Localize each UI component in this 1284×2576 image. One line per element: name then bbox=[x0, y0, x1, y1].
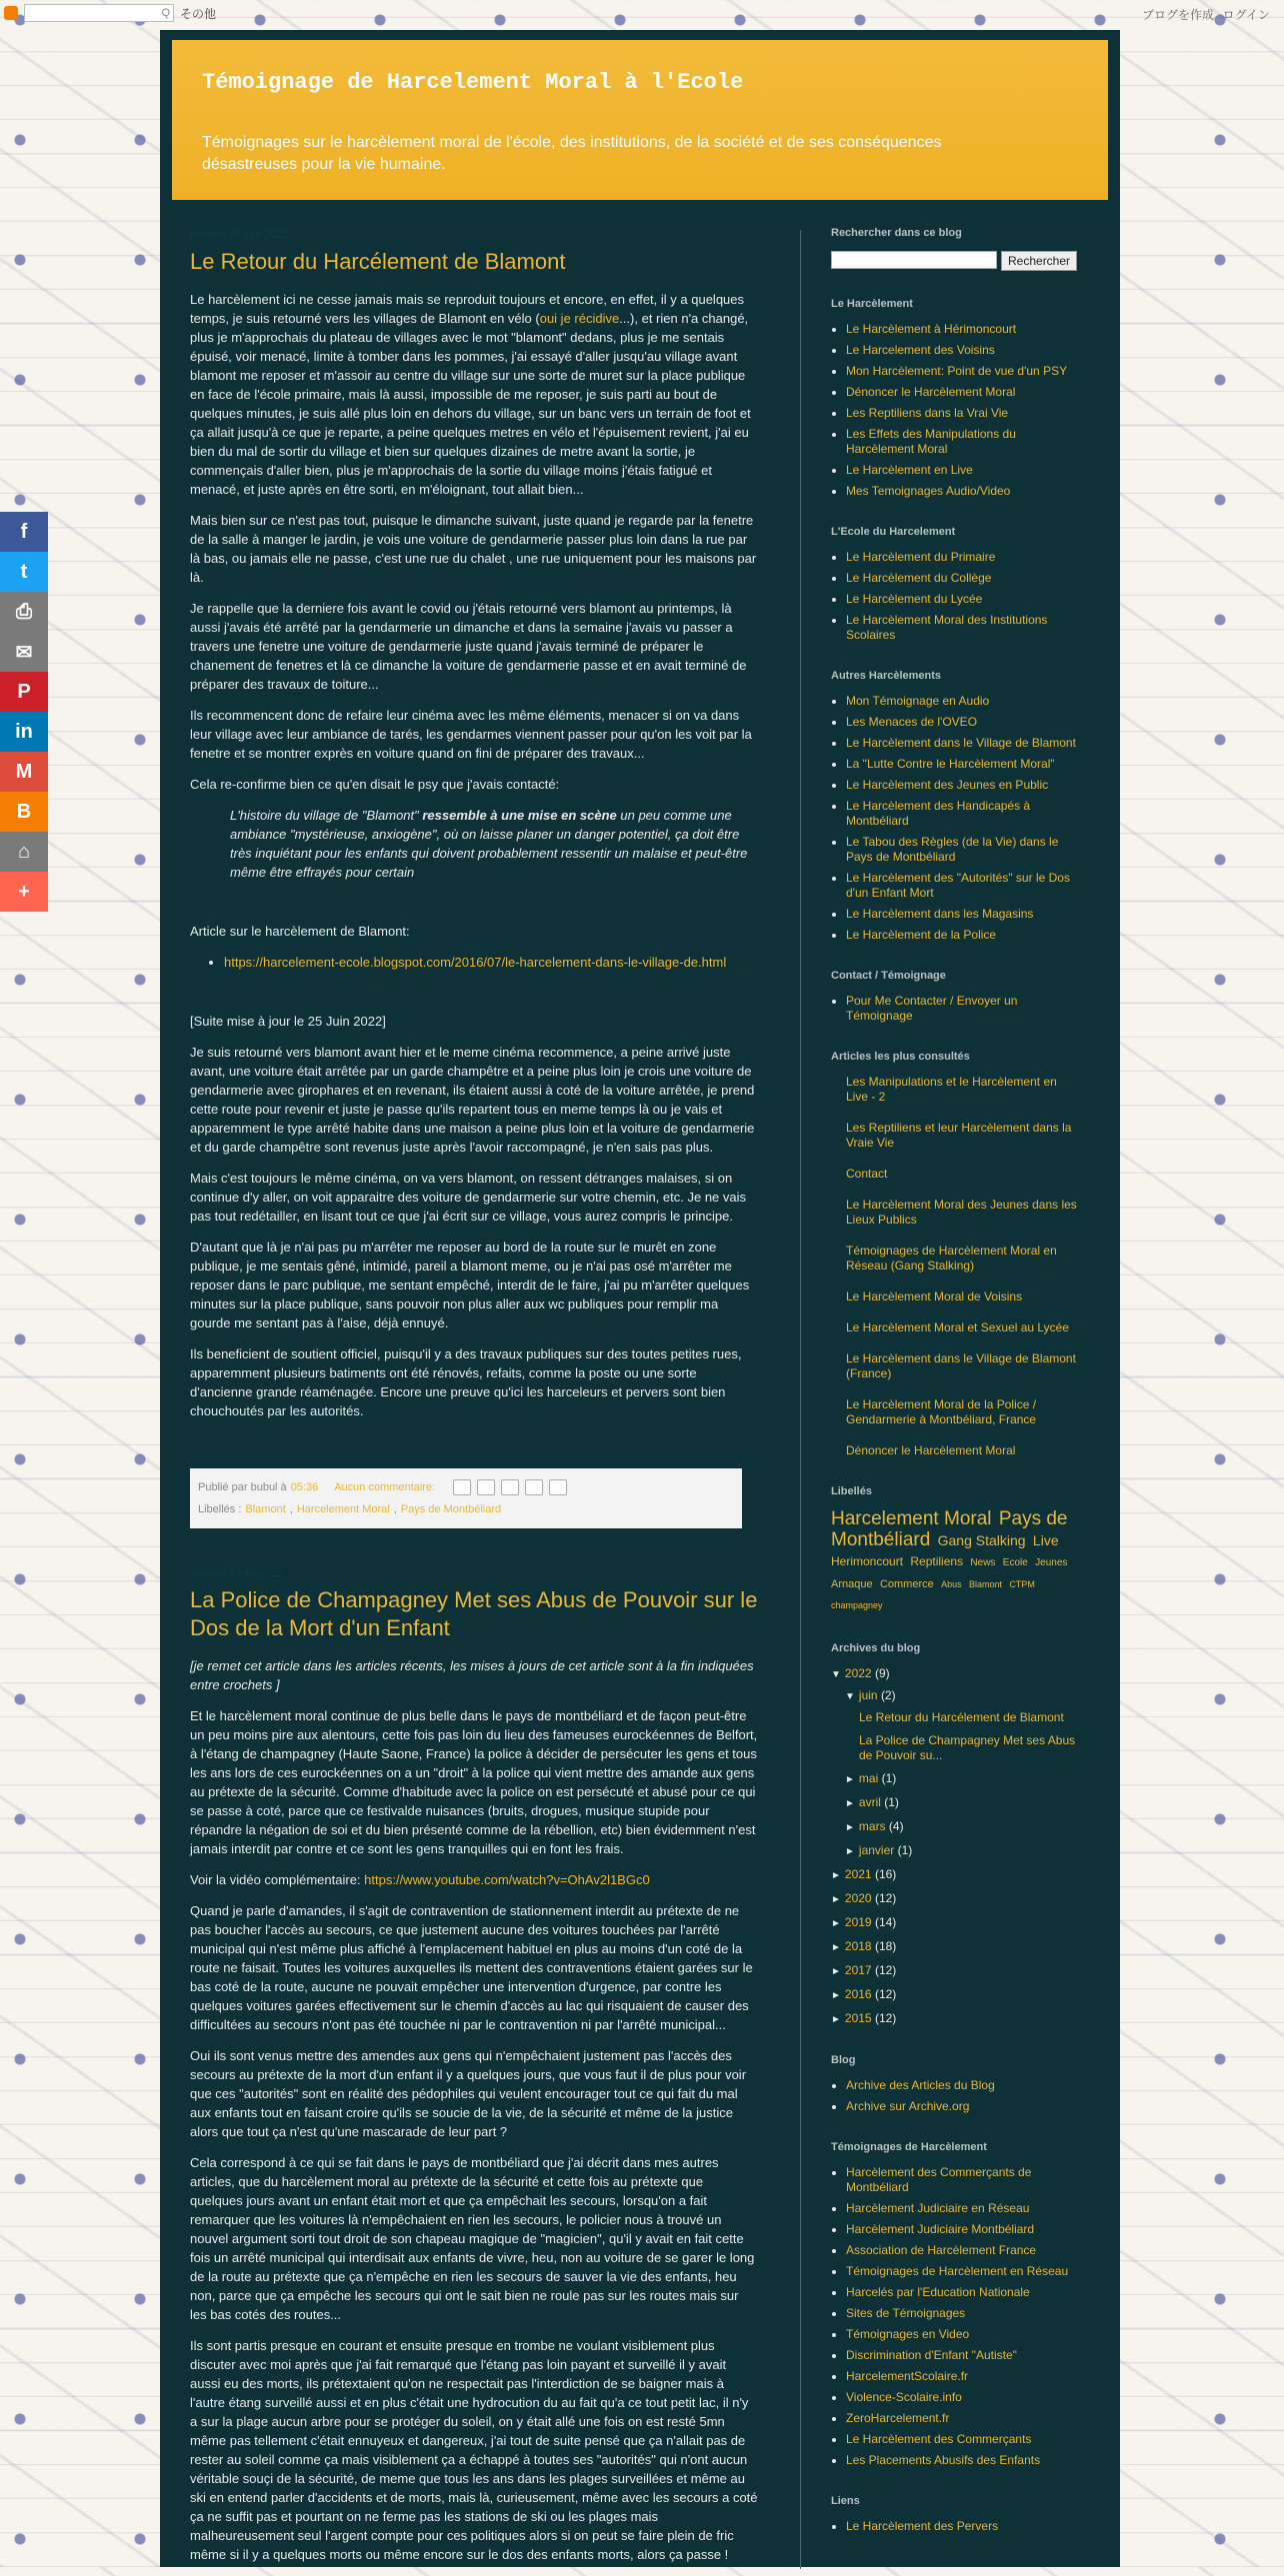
sidebar bbox=[831, 226, 1081, 2560]
blogger-logo-icon[interactable] bbox=[4, 6, 18, 20]
list-item bbox=[846, 871, 1081, 901]
popular-post-link[interactable]: Contact bbox=[846, 1167, 888, 1181]
sidebar-link[interactable]: Le Harcèlement Moral des Institutions Scolaires bbox=[846, 613, 1048, 642]
list-item bbox=[846, 427, 1081, 457]
archive-link[interactable]: avril bbox=[858, 1795, 881, 1809]
sidebar-link[interactable]: Les Reptiliens dans la Vrai Vie bbox=[846, 406, 1009, 420]
navbar-more-link[interactable]: その他 bbox=[180, 6, 217, 21]
expand-triangle-icon[interactable]: ► bbox=[831, 1894, 841, 1905]
labels-widget bbox=[831, 1484, 1081, 1615]
popular-post-item bbox=[846, 1198, 1081, 1228]
list-item bbox=[846, 2327, 1081, 2342]
email-share-icon[interactable] bbox=[453, 1479, 471, 1495]
post-title[interactable]: La Police de Champagney Met ses Abus de Pouvoir sur le Dos de la Mort d'un Enfant bbox=[190, 1587, 758, 1640]
label-cloud-link[interactable]: Herimoncourt bbox=[831, 1554, 904, 1568]
post-update-note: [Suite mise à jour le 25 Juin 2022] bbox=[190, 1014, 386, 1029]
list-item bbox=[846, 736, 1081, 751]
sidebar-link[interactable]: Le Harcèlement de la Police bbox=[846, 928, 997, 942]
list-item bbox=[846, 343, 1081, 358]
list-item bbox=[846, 463, 1081, 478]
popular-post-link[interactable]: Le Harcèlement Moral de Voisins bbox=[846, 1289, 1023, 1303]
archive-row[interactable] bbox=[845, 1795, 1081, 1811]
post-title[interactable]: Le Retour du Harcélement de Blamont bbox=[190, 249, 566, 274]
archive-post-item bbox=[859, 1710, 1081, 1725]
post-quote: L'histoire du village de "Blamont" ressemble à une mise en scène un peu comme une ambiance "mystérieuse, anxiogène", où on laisse planer un danger potentiel, ça doit être très inquiétant pour les enfants qui doivent probablement ressentir un malaise et peut-être même être effrayés pour certain bbox=[230, 808, 748, 880]
popular-post-item bbox=[846, 1443, 1081, 1458]
list-item bbox=[846, 2369, 1081, 2384]
blogger-navbar bbox=[0, 0, 1284, 30]
sidebar-link[interactable]: ZeroHarcelement.fr bbox=[846, 2411, 950, 2425]
sidebar-link[interactable]: Le Harcèlement des "Autorités" sur le Dos d'un Enfant Mort bbox=[846, 871, 1070, 900]
linkedin-icon[interactable]: in bbox=[0, 712, 48, 752]
archive-link[interactable]: janvier bbox=[858, 1843, 895, 1857]
post-author: Publié par bubul à bbox=[198, 1480, 287, 1493]
sidebar-link[interactable]: Dénoncer le Harcèlement Moral bbox=[846, 385, 1016, 399]
archive-count: (1) bbox=[878, 1771, 897, 1785]
post-timestamp-link[interactable]: 05:36 bbox=[290, 1480, 319, 1493]
sidebar-link[interactable]: Le Harcèlement des Pervers bbox=[846, 2519, 999, 2533]
sidebar-link[interactable]: Le Harcèlement à Hérimoncourt bbox=[846, 322, 1017, 336]
label-cloud-link[interactable]: CTPM bbox=[1009, 1579, 1035, 1589]
archive-count: (12) bbox=[871, 1987, 897, 2001]
facebook-share-icon[interactable] bbox=[525, 1479, 543, 1495]
popular-post-item bbox=[846, 1351, 1081, 1381]
sidebar-link[interactable]: Discrimination d'Enfant "Autiste" bbox=[846, 2348, 1017, 2362]
list-item bbox=[846, 2348, 1081, 2363]
sidebar-link[interactable]: Harcèlement Judiciaire Montbéliard bbox=[846, 2222, 1035, 2236]
archive-link[interactable]: 2020 bbox=[844, 1891, 872, 1905]
sidebar-link[interactable]: Le Harcèlement dans les Magasins bbox=[846, 907, 1034, 921]
post-paragraph: Le harcèlement ici ne cesse jamais mais se reproduit toujours et encore, en effet, il y a quelques temps, je suis retourné vers les villages de Blamont en vélo (oui je récidive...), et rien n'a changé, plus je m'approchais du plateau de villages avec le mot "blamont" dedans, plus je me sentais épuisé, voir menacé, limite à tomber dans les pommes, j'ai essayé d'aller jusqu'au village avant blamont me reposer et m'assoir au centre du village sur une sorte de muret sur la place publique en face de l'école primaire, mais là aussi, impossible de me reposer, je suis parti au bout de quelques minutes, je suis allé plus loin en dehors du village, sur un banc vers un terrain de foot et ça allait jusqu'à ce que je reparte, a peine quelques metres en vélo et l'épuisement revient, j'ai eu bien du mal de sortir du village et bien sur quelques dizaines de metre avant la sortie, je commençais d'aller bien, plus je m'approchais de la sortie du village moins j'étais fatigué et menacé, et juste après en être sorti, en m'éloignant, tout allait bien... bbox=[190, 292, 751, 497]
widget-title: Archives du blog bbox=[831, 1642, 921, 1654]
sidebar-link[interactable]: Le Harcèlement du Collège bbox=[846, 571, 992, 585]
list-item bbox=[846, 484, 1081, 499]
sidebar-link[interactable]: Témoignages de Harcèlement en Réseau bbox=[846, 2264, 1069, 2278]
popular-post-link[interactable]: Le Harcèlement dans le Village de Blamont (France) bbox=[846, 1351, 1076, 1380]
archive-row[interactable] bbox=[831, 1915, 1081, 1931]
sidebar-link[interactable]: Archive des Articles du Blog bbox=[846, 2078, 995, 2092]
widget-title: Autres Harcèlements bbox=[831, 670, 942, 682]
blog-container bbox=[160, 30, 1120, 2567]
popular-post-link[interactable]: Dénoncer le Harcèlement Moral bbox=[846, 1443, 1016, 1457]
post-comments-link[interactable]: Aucun commentaire: bbox=[334, 1480, 436, 1493]
sidebar-link[interactable]: Le Harcèlement en Live bbox=[846, 463, 973, 477]
popular-post-item bbox=[846, 1121, 1081, 1151]
widget-title: Libellés bbox=[831, 1485, 872, 1497]
sidebar-link[interactable]: Les Effets des Manipulations du Harcèlement Moral bbox=[846, 427, 1016, 456]
navbar-left bbox=[4, 4, 216, 22]
list-item bbox=[846, 757, 1081, 772]
search-widget bbox=[831, 226, 1081, 271]
video-link[interactable]: https://www.youtube.com/watch?v=OhAv2l1BGc0 bbox=[364, 1872, 650, 1887]
archive-link[interactable]: mai bbox=[858, 1771, 879, 1785]
list-item bbox=[846, 2165, 1081, 2195]
list-item bbox=[846, 571, 1081, 586]
archive-link[interactable]: 2016 bbox=[844, 1987, 872, 2001]
sidebar-link[interactable]: Harcèlement des Commerçants de Montbéliard bbox=[846, 2165, 1032, 2194]
sidebar-link[interactable]: HarcelementScolaire.fr bbox=[846, 2369, 969, 2383]
post-paragraph: D'autant que là je n'ai pas pu m'arrêter me reposer au bord de la route sur le murêt en zone publique, je me sentais gêné, intimidé, pareil a blamont meme, ou je n'ai pas osé m'arrêter me reposer dans le parc publique, me sentant empêché, interdit de le faire, j'ai pu m'arrêter quelques minutes sur la place publique, sans pouvoir non plus aller aux wc publiques pour remplir ma gourde me sentant pas à l'aise, déjà ennuyé. bbox=[190, 1240, 750, 1330]
expand-triangle-icon[interactable]: ► bbox=[831, 1990, 841, 2001]
list-item bbox=[846, 2411, 1081, 2426]
popular-post-link[interactable]: Le Harcèlement Moral de la Police / Gendarmerie à Montbéliard, France bbox=[846, 1397, 1037, 1426]
sidebar-link[interactable]: Le Harcèlement des Handicapés à Montbéliard bbox=[846, 799, 1031, 828]
archive-row[interactable] bbox=[845, 1771, 1081, 1787]
sidebar-link[interactable]: Le Harcèlement dans le Village de Blamont bbox=[846, 736, 1076, 750]
list-item bbox=[846, 715, 1081, 730]
harcelement-widget bbox=[831, 297, 1081, 499]
collapse-triangle-icon[interactable]: ▼ bbox=[831, 1669, 841, 1680]
expand-triangle-icon[interactable]: ► bbox=[831, 2014, 841, 2025]
facebook-icon[interactable]: f bbox=[0, 512, 48, 552]
blog-title[interactable]: Témoignage de Harcelement Moral à l'Ecole bbox=[202, 70, 744, 95]
column-divider bbox=[800, 230, 801, 2569]
list-item bbox=[846, 2519, 1081, 2534]
list-item bbox=[846, 613, 1081, 643]
archive-row[interactable] bbox=[831, 1939, 1081, 1955]
expand-triangle-icon[interactable]: ► bbox=[831, 1942, 841, 1953]
popular-post-link[interactable]: Le Harcèlement Moral des Jeunes dans les Lieux Publics bbox=[846, 1198, 1077, 1227]
list-item bbox=[846, 928, 1081, 943]
popular-post-item bbox=[846, 1397, 1081, 1427]
blog-share-icon[interactable] bbox=[477, 1479, 495, 1495]
archive-link[interactable]: 2018 bbox=[844, 1939, 872, 1953]
archive-year-item[interactable]: ▼ 2022 (9) ▼ juin (2) Le Retour du Harcélement de Blamont La Police de Champagney Met ses Abus de Pouvoir su... ► mai (1) ► avril (1) ► mars (4) ► janvier (1) bbox=[831, 1666, 1081, 1859]
post-link-list bbox=[190, 953, 758, 972]
archive-row[interactable] bbox=[831, 1987, 1081, 2003]
list-item bbox=[846, 994, 1081, 1024]
post-intro: [je remet cet article dans les articles récents, les mises à jours de cet article sont à la fin indiquées entre crochets ] bbox=[190, 1658, 754, 1692]
archive-row[interactable] bbox=[831, 2011, 1081, 2027]
post-footer: Publié par bubul à 05:36 Aucun commentaire: Libellés : Blamont , Harcelement Moral , Pays de Montbéliard bbox=[190, 1468, 742, 1528]
contact-widget bbox=[831, 969, 1081, 1024]
liens-widget bbox=[831, 2494, 1081, 2534]
contact-link[interactable]: Pour Me Contacter / Envoyer un Témoignage bbox=[846, 994, 1018, 1023]
main-column bbox=[190, 226, 758, 2576]
more-icon[interactable]: + bbox=[0, 872, 48, 912]
archive-row[interactable] bbox=[831, 1963, 1081, 1979]
blog-widget bbox=[831, 2053, 1081, 2114]
inbox-icon[interactable]: ⌂ bbox=[0, 832, 48, 872]
sidebar-link[interactable]: Mon Témoignage en Audio bbox=[846, 694, 990, 708]
archive-count: (4) bbox=[885, 1819, 904, 1833]
label-cloud-link[interactable]: Live bbox=[1032, 1532, 1059, 1548]
archive-month-item[interactable]: ▼ juin (2) Le Retour du Harcélement de Blamont La Police de Champagney Met ses Abus de Pouvoir su... bbox=[845, 1688, 1081, 1763]
sidebar-link[interactable]: Les Placements Abusifs des Enfants bbox=[846, 2453, 1041, 2467]
list-item bbox=[846, 2264, 1081, 2279]
list-item bbox=[846, 2243, 1081, 2258]
gmail-icon[interactable]: M bbox=[0, 752, 48, 792]
search-icon[interactable]: Q bbox=[161, 7, 170, 19]
post-paragraph: Ils beneficient de soutient officiel, puisqu'il y a des travaux publiques sur des toutes petites rues, apparemment plusieurs batiments ont été rénovés, refaits, comme la poste ou une sorte d'ancienne grande réaménagée. Encore une preuve qu'ici les harceleurs et pervers sont bien chouchoutés par les autorités. bbox=[190, 1346, 742, 1418]
sidebar-link[interactable]: Le Tabou des Règles (de la Vie) dans le Pays de Montbéliard bbox=[846, 835, 1059, 864]
widget-title: L'Ecole du Harcelement bbox=[831, 526, 956, 538]
archive-link[interactable]: 2015 bbox=[844, 2011, 872, 2025]
create-blog-link[interactable]: ブログを作成 bbox=[1141, 8, 1214, 22]
label-cloud-link[interactable]: Reptiliens bbox=[910, 1554, 964, 1568]
email-icon[interactable]: ✉ bbox=[0, 632, 48, 672]
pinterest-share-icon[interactable] bbox=[549, 1479, 567, 1495]
sidebar-link[interactable]: Sites de Témoignages bbox=[846, 2306, 966, 2320]
archive-post-link[interactable]: La Police de Champagney Met ses Abus de Pouvoir su... bbox=[859, 1733, 1076, 1762]
archive-row[interactable] bbox=[831, 1867, 1081, 1883]
post-paragraph: Je rappelle que la derniere fois avant le covid ou j'étais retourné vers blamont au printemps, là aussi j'avais été arrêté par la gendarmerie un dimanche et dans la semaine j'avais vu passer a travers une fenetre une voiture de gendarmerie juste quand j'avais terminé de préparer le chanement de fenetres et là ce dimanche la voiture de gendarmerie passe et en avait terminé de préparer des travaux de toiture... bbox=[190, 601, 747, 692]
login-link[interactable]: ログイン bbox=[1222, 8, 1270, 22]
post-paragraph: Article sur le harcèlement de Blamont: bbox=[190, 924, 410, 939]
popular-post-link[interactable]: Les Reptiliens et leur Harcèlement dans la Vraie Vie bbox=[846, 1121, 1072, 1150]
post-date: samedi 4 juin 2022 bbox=[190, 1567, 283, 1579]
list-item bbox=[846, 592, 1081, 607]
label-cloud-link[interactable]: Jeunes bbox=[1035, 1557, 1068, 1568]
blogger-icon[interactable]: B bbox=[0, 792, 48, 832]
archive-count: (18) bbox=[871, 1939, 897, 1953]
post-inline-link[interactable]: oui je récidive bbox=[539, 311, 620, 326]
list-item bbox=[846, 835, 1081, 865]
archive-link[interactable]: 2021 bbox=[844, 1867, 872, 1881]
blog-search-button[interactable]: Rechercher bbox=[1001, 251, 1077, 271]
blog-search-input[interactable] bbox=[831, 251, 997, 269]
label-cloud-link[interactable]: Harcelement Moral bbox=[831, 1508, 992, 1529]
ecole-widget bbox=[831, 525, 1081, 643]
social-share-bar bbox=[0, 512, 48, 912]
sidebar-link[interactable]: Mes Temoignages Audio/Video bbox=[846, 484, 1011, 498]
label-cloud-link[interactable]: Arnaque bbox=[831, 1578, 873, 1590]
sidebar-link[interactable]: La "Lutte Contre le Harcèlement Moral" bbox=[846, 757, 1055, 771]
archive-row[interactable] bbox=[845, 1843, 1081, 1859]
list-item bbox=[846, 385, 1081, 400]
popular-post-item bbox=[846, 1075, 1081, 1105]
list-item bbox=[846, 778, 1081, 793]
post-paragraph: Ils sont partis presque en courant et ensuite presque en trombe ne voulant visiblement plus discuter avec moi après que j'ai fait remarqué que l'étang pas loin payant et surveillé il y avait aussi eu des morts, ils prétextaient qu'on ne respectait pas l'interdiction de se baigner mais à l'autre étang surveillé aussi et en plus c'était une hydrocution du au fait qu'a ce tout petit lac, il n'y a sur la plage aucun arbre pour se protéger du soleil, on y était allé une fois on est resté 5mn même pas tellement c'était ennuyeux et dangereux, j'ai tout de suite pensé que ça n'allait pas de rester au soleil comme ça mais visiblement ça a échappé à toutes ses "autorités" qui n'ont aucun véritable souçi de la sécurité, de meme que tous les ans dans les plages surveillées et même au ski en entend parler d'accidents et de morts, mais là, curieusement, même avec les secours a coté ça ne suffit pas et pourtant on ne ferme pas les stations de ski ou les plages mais malheureusement seul l'argent compte pour ces politiques alors si on peut se faire plein de fric même si il y a quelques morts ou même encore sur le dos des enfants morts, alors ça passe ! bbox=[190, 2338, 758, 2562]
archive-link[interactable]: 2019 bbox=[844, 1915, 872, 1929]
post-paragraph: Je suis retourné vers blamont avant hier et le meme cinéma recommence, a peine arrivé juste avant, une voiture était arrêtée par un garde champêtre et a peine plus loin je crois une voiture de gendarmerie avec girophares et en revenant, ils étaient aussi à coté de la voiture arrêtée, je prend cette route pour revenir et juste je passe qu'ils repartent tous en meme temps là ou je vais et apparemment le type arrêté habite dans une maison a peine plus loin et la voiture de gendarmerie et du garde champêtre sont revenus juste après l'avoir raccompagné, je n'en sais pas plus. bbox=[190, 1045, 755, 1155]
sidebar-link[interactable]: Harcelés par l'Education Nationale bbox=[846, 2285, 1030, 2299]
widget-title: Témoignages de Harcèlement bbox=[831, 2141, 987, 2153]
twitter-icon[interactable]: t bbox=[0, 552, 48, 592]
archive-count: (1) bbox=[894, 1843, 913, 1857]
archive-link[interactable]: 2017 bbox=[844, 1963, 872, 1977]
label-cloud-link[interactable]: Gang Stalking bbox=[937, 1532, 1026, 1548]
list-item bbox=[846, 364, 1081, 379]
expand-triangle-icon[interactable]: ► bbox=[845, 1846, 855, 1857]
sidebar-link[interactable]: Le Harcèlement des Jeunes en Public bbox=[846, 778, 1049, 792]
widget-title: Liens bbox=[831, 2495, 860, 2507]
list-item bbox=[846, 799, 1081, 829]
pinterest-icon[interactable]: P bbox=[0, 672, 48, 712]
print-icon[interactable]: ⎙ bbox=[0, 592, 48, 632]
expand-triangle-icon[interactable]: ► bbox=[845, 1822, 855, 1833]
label-cloud-link[interactable]: Pays de Montbéliard bbox=[831, 1508, 1068, 1550]
label-cloud-link[interactable]: Blamont bbox=[968, 1579, 1002, 1589]
archive-count: (16) bbox=[871, 1867, 897, 1881]
widget-title: Rechercher dans ce blog bbox=[831, 227, 962, 239]
blog-header bbox=[172, 40, 1108, 200]
archive-count: (12) bbox=[871, 2011, 897, 2025]
sidebar-link[interactable]: Violence-Scolaire.info bbox=[846, 2390, 962, 2404]
expand-triangle-icon[interactable]: ► bbox=[831, 1966, 841, 1977]
popular-post-item bbox=[846, 1289, 1081, 1304]
temoignages-widget bbox=[831, 2140, 1081, 2468]
sidebar-link[interactable]: Le Harcelement des Voisins bbox=[846, 343, 995, 357]
sidebar-link[interactable]: Les Menaces de l'OVEO bbox=[846, 715, 978, 729]
post-label-link[interactable]: Blamont bbox=[245, 1502, 286, 1515]
list-item bbox=[846, 2201, 1081, 2216]
popular-posts-widget bbox=[831, 1050, 1081, 1458]
list-item bbox=[846, 2078, 1081, 2093]
archive-count: (12) bbox=[871, 1891, 897, 1905]
expand-triangle-icon[interactable]: ► bbox=[831, 1870, 841, 1881]
popular-post-item bbox=[846, 1244, 1081, 1274]
list-item bbox=[846, 907, 1081, 922]
popular-post-link[interactable]: Le Harcèlement Moral et Sexuel au Lycée bbox=[846, 1320, 1070, 1334]
label-cloud-link[interactable]: News bbox=[970, 1557, 996, 1568]
sidebar-link[interactable]: Association de Harcèlement France bbox=[846, 2243, 1037, 2257]
list-item bbox=[846, 694, 1081, 709]
navbar-search-input[interactable] bbox=[24, 4, 174, 22]
sidebar-link[interactable]: Le Harcèlement des Commerçants bbox=[846, 2432, 1032, 2446]
twitter-share-icon[interactable] bbox=[501, 1479, 519, 1495]
popular-post-link[interactable]: Les Manipulations et le Harcèlement en Live - 2 bbox=[846, 1075, 1057, 1104]
post-paragraph: Et le harcèlement moral continue de plus belle dans le pays de montbéliard et de façon peut-être un peu moins pire aux alentours, cette fois pas loin du lieu des fameuses eurockéennes de Belfort, à l'étang de champagney (Haute Saone, France) la police à décider de persécuter les gens et tous les ans lors de ces eurockéennes on a un "droit" à la police qui vient mettre des amande aux gens au prétexte de la sécurité. Comme d'habitude avec la police on est persécuté et abusé pour ce qui se passe à coté, parce que ce festivalde nuisances (bruits, drogues, musique stupide pour répandre la négation de soi et du bien présenté comme de la rébellion, etc) bien évidemment n'est jamais interdit par contre et ce sont les gens tranquilles qui en font les frais. bbox=[190, 1708, 758, 1856]
archive-link[interactable]: mars bbox=[858, 1819, 886, 1833]
list-item bbox=[846, 2285, 1081, 2300]
list-item bbox=[846, 2432, 1081, 2447]
post-paragraph: Quand je parle d'amandes, il s'agit de contravention de stationnement interdit au prétexte de ne pas boucher l'accès au secours, ce que justement aucune des voitures touchées par l'arrêté municipal qui n'est même plus affiché à l'emplacement habituel en plus au moins d'un coté de la route ne faisait. Toutes les voitures auxquelles ils mettent des contraventions étaient garées sur le bas coté de la route, aucune ne pouvait empêcher une intervention d'urgence, par contre les quelques voitures garées effectivement sur le chemin d'accès au lac qui risquaient de causer des difficultées au secours n'ont pas été touchée ni par le contravention ni par l'arrêté municipal... bbox=[190, 1903, 753, 2032]
post-label-link[interactable]: Pays de Montbéliard bbox=[400, 1502, 502, 1515]
expand-triangle-icon[interactable]: ► bbox=[845, 1774, 855, 1785]
list-item bbox=[846, 406, 1081, 421]
label-cloud-link[interactable]: champagney bbox=[831, 1600, 883, 1610]
sidebar-link[interactable]: Le Harcèlement du Lycée bbox=[846, 592, 983, 606]
collapse-triangle-icon[interactable]: ▼ bbox=[845, 1691, 855, 1702]
sidebar-link[interactable]: Témoignages en Video bbox=[846, 2327, 970, 2341]
list-item bbox=[846, 2390, 1081, 2405]
widget-title: Le Harcèlement bbox=[831, 298, 913, 310]
popular-post-item bbox=[846, 1167, 1081, 1182]
list-item bbox=[846, 550, 1081, 565]
sidebar-link[interactable]: Le Harcèlement du Primaire bbox=[846, 550, 996, 564]
expand-triangle-icon[interactable]: ► bbox=[845, 1798, 855, 1809]
archive-count: (12) bbox=[871, 1963, 897, 1977]
archive-widget bbox=[831, 1641, 1081, 2027]
list-item bbox=[846, 2306, 1081, 2321]
widget-title: Articles les plus consultés bbox=[831, 1051, 970, 1063]
archive-row[interactable] bbox=[845, 1819, 1081, 1835]
widget-title: Contact / Témoignage bbox=[831, 970, 946, 982]
archive-count: (1) bbox=[880, 1795, 899, 1809]
popular-post-link[interactable]: Témoignages de Harcèlement Moral en Réseau (Gang Stalking) bbox=[846, 1244, 1057, 1273]
popular-post-item bbox=[846, 1320, 1081, 1335]
post-paragraph: Cela correspond à ce qui se fait dans le pays de montbéliard que j'ai décrit dans mes autres articles, que du harcèlement moral au prétexte de la sécurité et cette fois au prétexte que quelques jours avant un enfant était mort et que ça empêchait les secours, lorsqu'on a fait remarquer que les voitures là n'empêchaient en rien les secours, le policier nous à trouvé un nouvel argument sorti tout droit de son chapeau magique de "magicien", qu'il y avait en fait cette fois un arrêté municipal qui interdisait aux enfants de vivre, heu, non au voiture de se garer le long de la route au prétexte que ça n'empêche en rien les secours de sauver la vie des enfants, heu non, parce que ça empêche les secours qui ont le sait bien ne roule pas sur les routes mais sur les bas cotés des routes... bbox=[190, 2155, 755, 2322]
widget-title: Blog bbox=[831, 2054, 856, 2066]
label-cloud-link[interactable]: Ecole bbox=[1002, 1557, 1028, 1568]
list-item bbox=[846, 322, 1081, 337]
label-cloud-link[interactable]: Commerce bbox=[879, 1578, 934, 1590]
post-paragraph: Mais bien sur ce n'est pas tout, puisque le dimanche suivant, juste quand je regarde par la fenetre de la salle à manger le jardin, je vois une voiture de gendarmerie passer plus loin dans la rue par là bas, ou jamais elle ne passe, c'est une rue du chalet , une rue uniquement pour les maisons par là. bbox=[190, 513, 757, 585]
list-item bbox=[846, 2453, 1081, 2468]
expand-triangle-icon[interactable]: ► bbox=[831, 1918, 841, 1929]
post-article-link[interactable]: https://harcelement-ecole.blogspot.com/2016/07/le-harcelement-dans-le-village-de.html bbox=[224, 955, 727, 970]
post-paragraph: Oui ils sont venus mettre des amendes aux gens qui n'empêchaient justement pas l'accès des secours au prétexte de la mort d'un enfant il y a quelques jours, que vous faut il de plus pour voir que ces "autorités" sont en réalité des pédophiles qui veulent encourager tout ce qui fait du mal aux enfants tout en faisant croire qu'ils se soucie de la vie, de la sécurité et même de la justice alors que tout ça n'est qu'une mascarade de leur part ? bbox=[190, 2048, 747, 2139]
autres-widget bbox=[831, 669, 1081, 943]
archive-row[interactable] bbox=[831, 1891, 1081, 1907]
sidebar-link[interactable]: Harcèlement Judiciaire en Réseau bbox=[846, 2201, 1030, 2215]
post-paragraph: Voir la vidéo complémentaire: https://www.youtube.com/watch?v=OhAv2l1BGc0 bbox=[190, 1872, 650, 1887]
post-paragraph: Mais c'est toujours le même cinéma, on va vers blamont, on ressent détranges malaises, si on continue d'y aller, on voit apparaitre des voiture de gendarmerie sur votre chemin, etc. Je ne vais pas tout redétailler, en lisant tout ce que j'ai écrit sur ce village, vous aurez compris le principe. bbox=[190, 1171, 747, 1224]
label-cloud-link[interactable]: Abus bbox=[941, 1579, 962, 1589]
sidebar-link[interactable]: Archive sur Archive.org bbox=[846, 2099, 970, 2113]
post-date: samedi 25 juin 2022 bbox=[190, 229, 289, 241]
labels-prefix: Libellés : bbox=[198, 1502, 242, 1515]
archive-post-item bbox=[859, 1733, 1081, 1763]
list-item bbox=[846, 2099, 1081, 2114]
sidebar-link[interactable]: Mon Harcèlement: Point de vue d'un PSY bbox=[846, 364, 1068, 378]
post-label-link[interactable]: Harcelement Moral bbox=[296, 1502, 390, 1515]
archive-count: (14) bbox=[871, 1915, 897, 1929]
post-paragraph: Cela re-confirme bien ce qu'en disait le psy que j'avais contacté: bbox=[190, 777, 560, 792]
list-item bbox=[846, 2222, 1081, 2237]
post-paragraph: Ils recommencent donc de refaire leur cinéma avec les même éléments, menacer si on va dans leur village avec leur ambiance de tarés, les gendarmes viennent passer pour qu'on les voit par la fenetre et se montrer exprès en voiture quand on fini de préparer des travaux... bbox=[190, 708, 752, 761]
blog-description: Témoignages sur le harcèlement moral de l'école, des institutions, de la société et de ses conséquences désastreuses pour la vie humaine. bbox=[202, 134, 942, 173]
archive-post-link[interactable]: Le Retour du Harcélement de Blamont bbox=[859, 1710, 1064, 1724]
